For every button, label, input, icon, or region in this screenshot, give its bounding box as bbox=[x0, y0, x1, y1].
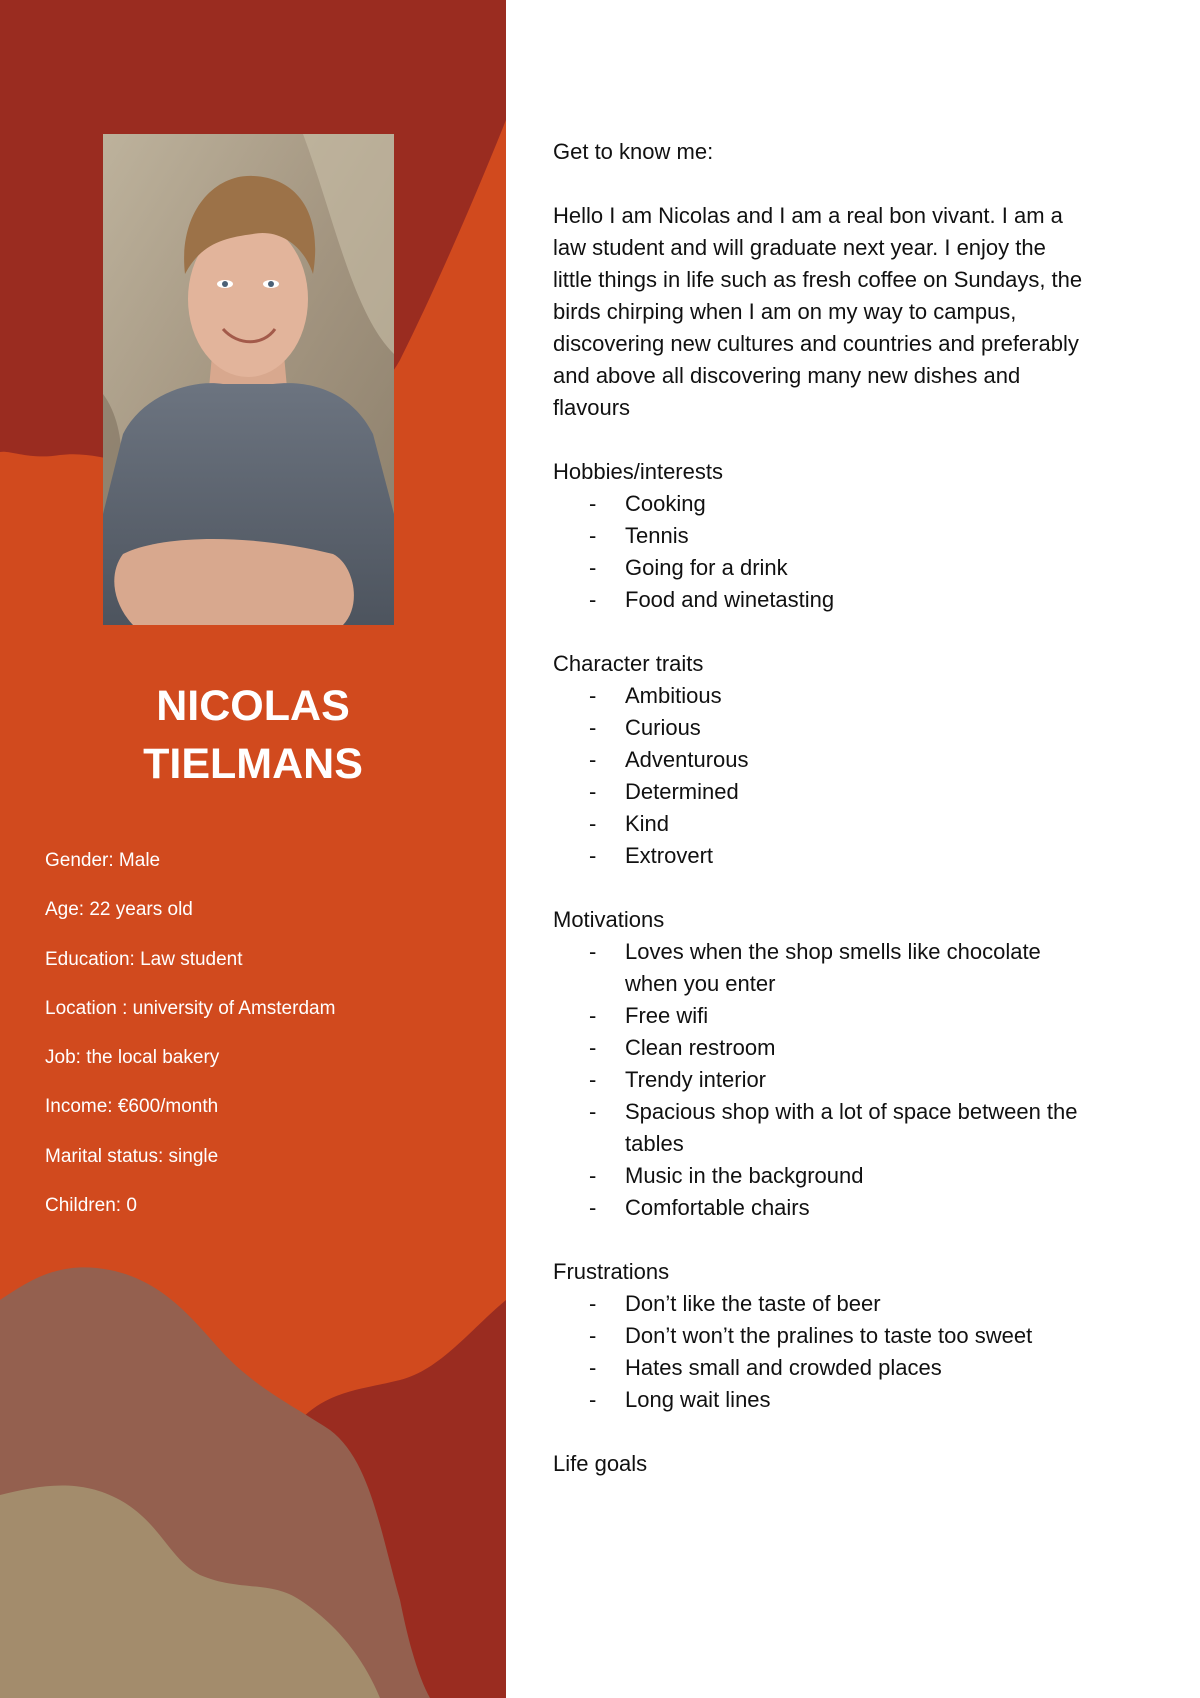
list-item bbox=[553, 1288, 1153, 1320]
about-line: and above all discovering many new dishes and bbox=[553, 363, 1021, 388]
dash-bullet: - bbox=[589, 555, 597, 580]
about-line: birds chirping when I am on my way to campus, bbox=[553, 299, 1017, 324]
dash-bullet: - bbox=[589, 683, 597, 708]
section-heading: Frustrations bbox=[553, 1259, 670, 1284]
about-line: flavours bbox=[553, 395, 631, 420]
dash-bullet: - bbox=[589, 1067, 597, 1092]
list-item-text: Ambitious bbox=[625, 683, 722, 708]
dash-bullet: - bbox=[589, 1323, 597, 1348]
profile-fact: Location : university of Amsterdam bbox=[45, 997, 336, 1019]
dash-bullet: - bbox=[589, 747, 597, 772]
dash-bullet: - bbox=[589, 1355, 597, 1380]
about-paragraph bbox=[553, 200, 1153, 424]
dash-bullet: - bbox=[589, 715, 597, 740]
dash-bullet: - bbox=[589, 1099, 597, 1124]
dash-bullet: - bbox=[589, 1387, 597, 1412]
dash-bullet: - bbox=[589, 491, 597, 516]
person-name bbox=[0, 677, 506, 793]
list-item bbox=[553, 712, 1153, 744]
list-item-text: Long wait lines bbox=[625, 1387, 771, 1412]
dash-bullet: - bbox=[589, 1035, 597, 1060]
list-item bbox=[553, 776, 1153, 808]
dash-bullet: - bbox=[589, 523, 597, 548]
list-item-text: Spacious shop with a lot of space between the bbox=[625, 1099, 1078, 1124]
profile-fact: Age: 22 years old bbox=[45, 899, 193, 921]
profile-fact: Job: the local bakery bbox=[45, 1047, 220, 1069]
persona-details bbox=[553, 136, 1153, 1480]
about-heading: Get to know me: bbox=[553, 139, 714, 164]
dash-bullet: - bbox=[589, 1163, 597, 1188]
list-item-text: Loves when the shop smells like chocolate bbox=[625, 939, 1041, 964]
list-item bbox=[553, 488, 1153, 520]
about-line: little things in life such as fresh coffee on Sundays, the bbox=[553, 267, 1083, 292]
list-item-text: Determined bbox=[625, 779, 739, 804]
list-item-text: Trendy interior bbox=[625, 1067, 767, 1092]
list-item bbox=[553, 552, 1153, 584]
dash-bullet: - bbox=[589, 1291, 597, 1316]
list-item-text: Free wifi bbox=[625, 1003, 709, 1028]
section-heading: Motivations bbox=[553, 907, 665, 932]
list-item-text: Adventurous bbox=[625, 747, 749, 772]
profile-fact: Children: 0 bbox=[45, 1195, 137, 1217]
list-item bbox=[553, 1352, 1153, 1384]
list-item bbox=[553, 1160, 1153, 1192]
list-item-text: Food and winetasting bbox=[625, 587, 835, 612]
section-heading: Hobbies/interests bbox=[553, 459, 723, 484]
list-item bbox=[553, 1192, 1153, 1224]
list-item bbox=[553, 744, 1153, 776]
list-item-text: Curious bbox=[625, 715, 701, 740]
list-item bbox=[553, 936, 1153, 1000]
dash-bullet: - bbox=[589, 587, 597, 612]
dash-bullet: - bbox=[589, 843, 597, 868]
profile-fact: Marital status: single bbox=[45, 1145, 219, 1167]
list-item-text: Don’t like the taste of beer bbox=[625, 1291, 881, 1316]
list-item bbox=[553, 808, 1153, 840]
list-item-text: tables bbox=[625, 1131, 684, 1156]
list-item-text: Clean restroom bbox=[625, 1035, 776, 1060]
dash-bullet: - bbox=[589, 1003, 597, 1028]
list-item bbox=[553, 840, 1153, 872]
list-item bbox=[553, 520, 1153, 552]
about-line: discovering new cultures and countries and preferably bbox=[553, 331, 1079, 356]
list-item bbox=[553, 1096, 1153, 1160]
profile-fact: Gender: Male bbox=[45, 850, 161, 871]
dash-bullet: - bbox=[589, 811, 597, 836]
list-item-text: Going for a drink bbox=[625, 555, 788, 580]
dash-bullet: - bbox=[589, 939, 597, 964]
list-item-text: Music in the background bbox=[625, 1163, 864, 1188]
persona-sections bbox=[553, 456, 1153, 1448]
life-goals-heading: Life goals bbox=[553, 1451, 648, 1476]
list-item-text: Hates small and crowded places bbox=[625, 1355, 942, 1380]
section-heading: Character traits bbox=[553, 651, 704, 676]
list-item bbox=[553, 680, 1153, 712]
list-item bbox=[553, 1064, 1153, 1096]
last-name: TIELMANS bbox=[143, 740, 363, 788]
list-item-text: Kind bbox=[625, 811, 670, 836]
profile-sidebar bbox=[0, 0, 506, 1698]
first-name: NICOLAS bbox=[156, 682, 350, 730]
dash-bullet: - bbox=[589, 1195, 597, 1220]
profile-fact: Income: €600/month bbox=[45, 1096, 219, 1118]
dash-bullet: - bbox=[589, 779, 597, 804]
profile-facts bbox=[45, 848, 335, 1242]
list-item bbox=[553, 584, 1153, 616]
list-item-text: Don’t won’t the pralines to taste too sweet bbox=[625, 1323, 1033, 1348]
about-line: law student and will graduate next year. I enjoy the bbox=[553, 235, 1046, 260]
list-item-text: Cooking bbox=[625, 491, 706, 516]
about-line: Hello I am Nicolas and I am a real bon vivant. I am a bbox=[553, 203, 1063, 228]
profile-photo bbox=[103, 134, 394, 625]
list-item-text: Extrovert bbox=[625, 843, 714, 868]
list-item-text: Tennis bbox=[625, 523, 689, 548]
list-item bbox=[553, 1384, 1153, 1416]
list-item-text: when you enter bbox=[625, 971, 776, 996]
list-item bbox=[553, 1000, 1153, 1032]
list-item bbox=[553, 1320, 1153, 1352]
profile-fact: Education: Law student bbox=[45, 948, 243, 970]
list-item bbox=[553, 1032, 1153, 1064]
list-item-text: Comfortable chairs bbox=[625, 1195, 810, 1220]
